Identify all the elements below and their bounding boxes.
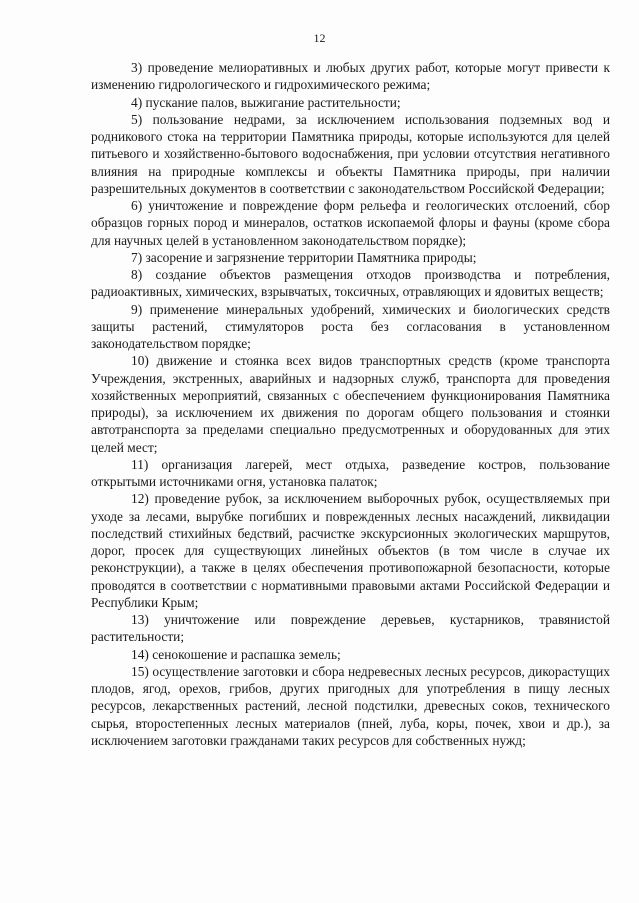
page-number: 12 [313,31,326,45]
list-item: 5) пользование недрами, за исключением использования подземных вод и родникового стока на территории Памятника природы, которые используются для целей питьевого и хозяйственно-бытового водоснабжения, при условии отсутствия негативного влияния на природные комплексы и объекты Памятника природы, при наличии разрешительных документов в соответствии с законодательством Российской Федерации; [91,111,610,196]
list-item: 9) применение минеральных удобрений, химических и биологических средств защиты растений, стимуляторов роста без согласования в установленном законодательством порядке; [91,301,610,351]
list-item: 4) пускание палов, выжигание растительности; [131,94,401,110]
list-item: 15) осуществление заготовки и сбора недревесных лесных ресурсов, дикорастущих плодов, ягод, орехов, грибов, других пригодных для употребления в пищу лесных ресурсов, лекарственных растений, лесной подстилки, древесных соков, технического сырья, второстепенных лесных материалов (пней, луба, коры, почек, хвои и др.), за исключением заготовки гражданами таких ресурсов для собственных нужд; [91,663,610,748]
list-item: 13) уничтожение или повреждение деревьев, кустарников, травянистой растительности; [91,612,610,645]
list-item: 3) проведение мелиоративных и любых других работ, которые могут привести к изменению гидрологического и гидрохимического режима; [91,60,610,93]
list-item: 7) засорение и загрязнение территории Памятника природы; [131,249,477,265]
document-body [91,59,610,749]
list-item: 14) сенокошение и распашка земель; [131,646,341,662]
list-item: 11) организация лагерей, мест отдыха, разведение костров, пользование открытыми источниками огня, установка палаток; [91,456,610,489]
list-item: 10) движение и стоянка всех видов транспортных средств (кроме транспорта Учреждения, экстренных, аварийных и надзорных служб, транспорта для проведения хозяйственных мероприятий, связанных с обеспечением функционирования Памятника природы), за исключением их движения по дорогам общего пользования и стоянки автотранспорта за пределами специально предусмотренных и оборудованных для этих целей мест; [91,353,610,455]
list-item: 8) создание объектов размещения отходов производства и потребления, радиоактивных, химических, взрывчатых, токсичных, отравляющих и ядовитых веществ; [91,267,610,300]
list-item: 6) уничтожение и повреждение форм рельефа и геологических отслоений, сбор образцов горных пород и минералов, остатков ископаемой флоры и фауны (кроме сбора для научных целей в установленном законодательством порядке); [91,198,610,248]
list-item: 12) проведение рубок, за исключением выборочных рубок, осуществляемых при уходе за лесами, вырубке погибших и поврежденных лесных насаждений, ликвидации последствий стихийных бедствий, расчистке экскурсионных экологических маршрутов, дорог, просек для существующих линейных объектов (в том числе в случае их реконструкции), а также в целях обеспечения противопожарной безопасности, которые проводятся в соответствии с нормативными правовыми актами Российской Федерации и Республики Крым; [91,491,610,610]
